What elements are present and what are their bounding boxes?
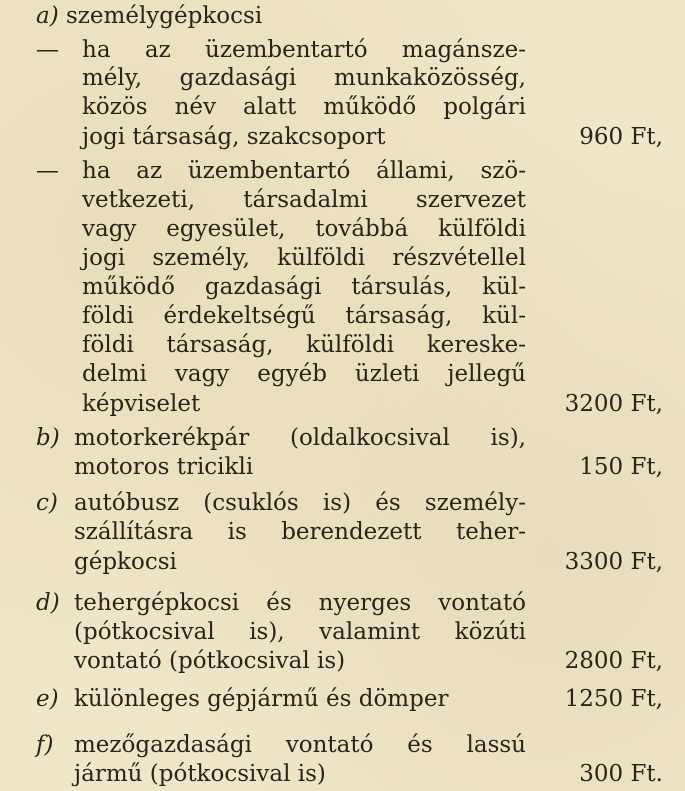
item-c-line-1: autóbusz (csuklós is) és személy- [74,490,526,516]
item-a2-line-6: földi érdekeltségű társaság, kül- [82,303,526,329]
item-a1-line-1: ha az üzembentartó magánsze- [82,37,526,63]
dash-a1: — [36,37,59,63]
item-a2-line-4: jogi személy, külföldi részvétellel [82,245,526,271]
price-e: 1250 Ft, [564,686,663,712]
item-c-line-2: szállításra is berendezett teher- [74,519,526,545]
price-b: 150 Ft, [579,454,663,480]
item-f-letter: f) [36,732,54,758]
item-f-line-2: jármű (pótkocsival is) [74,761,326,787]
item-e-line-1: különleges gépjármű és dömper [74,686,449,712]
item-a [36,2,262,30]
item-c-letter: c) [36,490,58,516]
item-a1-line-4: jogi társaság, szakcsoport [82,124,386,150]
item-a-title: személygépkocsi [66,3,263,29]
item-c-line-3: gépkocsi [74,549,177,575]
item-b-line-2: motoros tricikli [74,454,254,480]
item-a1-line-3: közös név alatt működő polgári [82,94,526,120]
item-d-line-3: vontató (pótkocsival is) [74,648,346,674]
price-c: 3300 Ft, [564,549,663,575]
item-a2-line-5: működő gazdasági társulás, kül- [82,274,526,300]
item-a1-line-2: mély, gazdasági munkaközösség, [82,65,526,91]
item-a-letter: a) [36,3,59,29]
item-a2-line-7: földi társaság, külföldi kereske- [82,332,526,358]
item-d-line-2: (pótkocsival is), valamint közúti [74,619,526,645]
item-d-letter: d) [36,590,60,616]
item-e-letter: e) [36,686,59,712]
item-f-line-1: mezőgazdasági vontató és lassú [74,732,526,758]
item-a2-line-2: vetkezeti, társadalmi szervezet [82,187,526,213]
price-a1: 960 Ft, [579,124,663,150]
item-a2-line-1: ha az üzembentartó állami, szö- [82,158,526,184]
item-a2-line-9: képviselet [82,391,201,417]
item-b-line-1: motorkerékpár (oldalkocsival is), [74,425,526,451]
item-a2-line-3: vagy egyesület, továbbá külföldi [82,216,526,242]
price-a2: 3200 Ft, [564,391,663,417]
item-b-letter: b) [36,425,60,451]
price-d: 2800 Ft, [564,648,663,674]
price-f: 300 Ft. [579,761,663,787]
item-d-line-1: tehergépkocsi és nyerges vontató [74,590,526,616]
dash-a2: — [36,158,59,184]
item-a2-line-8: delmi vagy egyéb üzleti jellegű [82,361,526,387]
